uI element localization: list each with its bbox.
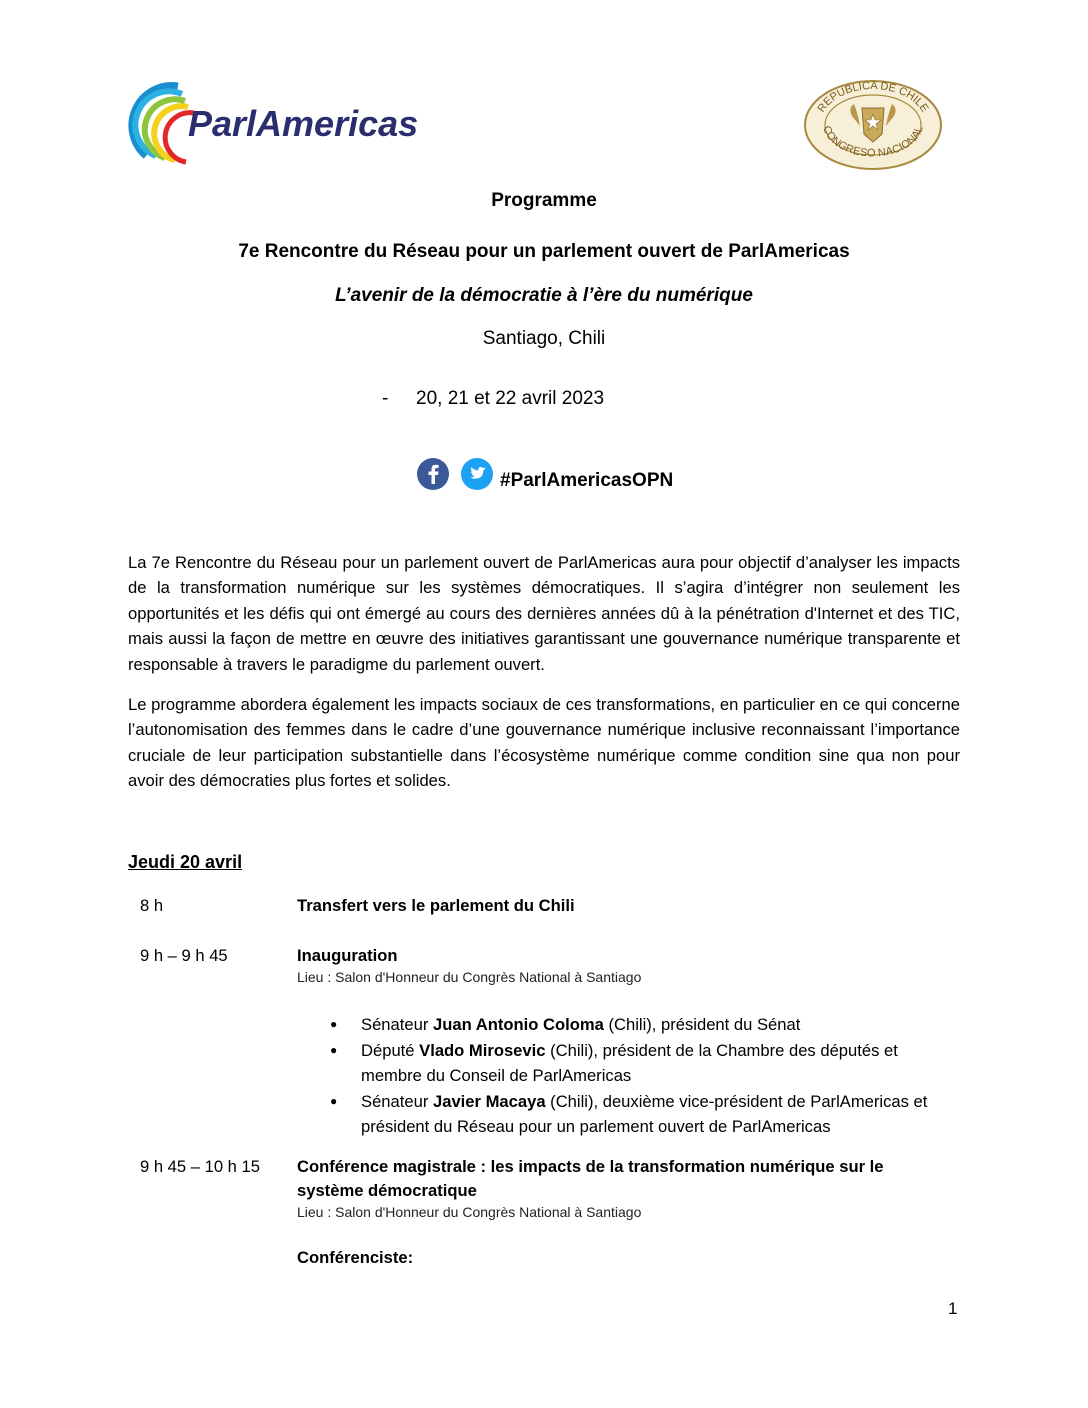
seal-bottom-text: CONGRESO NACIONAL [820, 124, 926, 160]
congreso-nacional-seal [802, 78, 944, 172]
speaker-role: Sénateur [361, 1015, 429, 1034]
intro-paragraph-1: La 7e Rencontre du Réseau pour un parlement ouvert de ParlAmericas aura pour objectif d’analyser les impacts de la transformation numérique sur les systèmes démocratiques. Il s’agira d’intégrer non seulement les opportunités et les défis qui ont émergé au cours des dernières années dû à la pénétration d'Internet et des TIC, mais aussi la façon de mettre en œuvre des initiatives garantissant une gouvernance numérique transparente et responsable à travers le paradigme du parlement ouvert. [128, 553, 960, 674]
speaker-item [330, 1012, 950, 1038]
speaker-list [330, 1012, 950, 1140]
event-dates: 20, 21 et 22 avril 2023 [416, 388, 605, 409]
speaker-item [330, 1089, 950, 1140]
agenda-title: Inauguration [297, 946, 398, 965]
dates-dash: - [382, 388, 389, 409]
agenda-location: Lieu : Salon d'Honneur du Congrès National à Santiago [297, 969, 642, 985]
page-number: 1 [948, 1299, 958, 1318]
speaker-name: Vlado Mirosevic [419, 1040, 546, 1060]
speaker-desc: (Chili), président du Sénat [608, 1015, 801, 1034]
speaker-desc: (Chili), deuxième vice-président de ParlAmericas et président du Réseau pour un parlement ouvert de ParlAmericas [361, 1091, 928, 1137]
speaker-name: Juan Antonio Coloma [432, 1015, 604, 1034]
parlamericas-logo [128, 76, 448, 168]
agenda-time: 9 h – 9 h 45 [140, 946, 228, 965]
social-row [416, 456, 673, 492]
event-location: Santiago, Chili [482, 328, 606, 349]
hashtag: #ParlAmericasOPN [500, 470, 674, 491]
speaker-name: Javier Macaya [432, 1091, 546, 1111]
event-theme: L’avenir de la démocratie à l’ère du numérique [335, 285, 753, 306]
parlamericas-logo-text: ParlAmericas [188, 103, 419, 144]
speaker-desc: (Chili), président de la Chambre des députés et membre du Conseil de ParlAmericas [361, 1040, 898, 1086]
facebook-icon[interactable] [416, 457, 450, 491]
agenda-title: Conférence magistrale : les impacts de la transformation numérique sur le système démocratique [297, 1157, 884, 1200]
agenda-location: Lieu : Salon d'Honneur du Congrès National à Santiago [297, 1204, 642, 1220]
speaker-role: Député [361, 1040, 415, 1060]
speaker-item [330, 1038, 950, 1089]
agenda-title: Transfert vers le parlement du Chili [297, 896, 575, 915]
twitter-icon[interactable] [460, 457, 494, 491]
speaker-heading: Conférenciste: [297, 1248, 414, 1267]
speaker-role: Sénateur [361, 1091, 429, 1111]
day-heading: Jeudi 20 avril [128, 852, 243, 872]
intro-paragraph-2: Le programme abordera également les impacts sociaux de ces transformations, en particulier en ce qui concerne l’autonomisation des femmes dans le cadre d’une gouvernance numérique inclusive reconnaissant l’importance cruciale de leur participation substantielle dans l’écosystème numérique comme condition sine qua non pour avoir des démocraties plus fortes et solides. [128, 695, 960, 791]
agenda-time: 8 h [140, 896, 164, 915]
page-title: Programme [491, 190, 597, 211]
agenda-time: 9 h 45 – 10 h 15 [140, 1157, 260, 1176]
event-title: 7e Rencontre du Réseau pour un parlement ouvert de ParlAmericas [238, 241, 850, 262]
seal-top-text: REPUBLICA DE CHILE [815, 79, 931, 115]
